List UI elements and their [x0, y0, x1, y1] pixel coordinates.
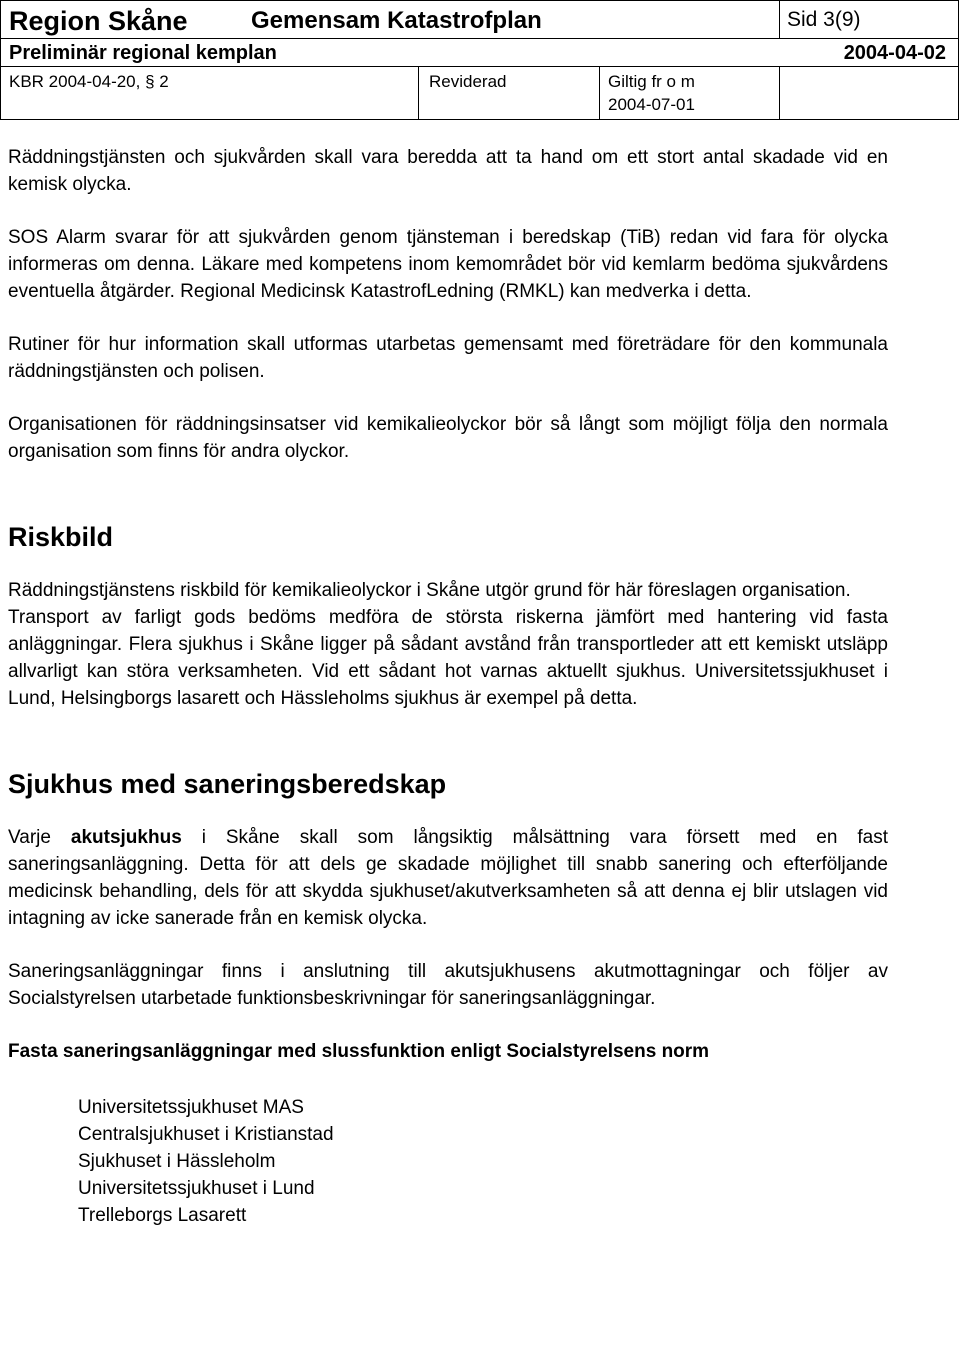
emphasis-text: akutsjukhus: [70, 827, 182, 848]
paragraph: Saneringsanläggningar finns i anslutning till akutsjukhusens akutmottagningar och följer av Socialstyrelsen utarbetade funktionsbeskrivningar för saneringsanläggningar.: [8, 961, 888, 1009]
document-date: 2004-04-02: [843, 42, 946, 64]
document-body: [8, 144, 888, 1229]
header-row-1: [0, 0, 959, 38]
page-header: [0, 0, 959, 120]
header-divider: [418, 67, 419, 119]
section-heading-sjukhus: Sjukhus med saneringsberedskap: [8, 769, 447, 799]
valid-from-label: Giltig fr o m: [608, 72, 695, 91]
plan-title: Preliminär regional kemplan: [9, 42, 277, 64]
paragraph-text: i Skåne skall som långsiktig målsättning vara försett med en fast saneringsanläggning. Detta för att dels ge skadade möjlighet till snabb sanering och efterföljande medicinsk behandling, dels för att skydda sjukhuset/akutverksamheten så att denna ej blir utslagen vid intagning av icke sanerade från en kemisk olycka.: [8, 827, 888, 929]
header-row-3: [0, 66, 959, 120]
paragraph: SOS Alarm svarar för att sjukvården genom tjänsteman i beredskap (TiB) redan vid fara för olycka informeras om denna. Läkare med kompetens inom kemområdet bör vid kemlarm bedöma sjukvårdens eventuella åtgärder. Regional Medicinsk KatastrofLedning (RMKL) kan medverka i detta.: [8, 227, 888, 302]
section-heading-riskbild: Riskbild: [8, 522, 114, 552]
header-row-2: [0, 38, 959, 66]
list-item: Centralsjukhuset i Kristianstad: [78, 1124, 334, 1145]
page-number: Sid 3(9): [787, 8, 861, 31]
header-divider: [779, 1, 780, 38]
paragraph-text: Varje: [8, 827, 71, 848]
paragraph: Organisationen för räddningsinsatser vid kemikalieolyckor bör så långt som möjligt följa den normala organisation som finns för andra olyckor.: [8, 414, 888, 462]
header-divider: [599, 67, 600, 119]
paragraph: Transport av farligt gods bedöms medföra de största riskerna jämfört med hantering vid fasta anläggningar. Flera sjukhus i Skåne ligger på sådant avstånd från transportleder att ett kemiskt utsläpp allvarligt kan störa verksamheten. Vid ett sådant hot varnas aktuellt sjukhus. Universitetssjukhuset i Lund, Helsingborgs lasarett och Hässleholms sjukhus är exempel på detta.: [8, 607, 888, 709]
list-item: Universitetssjukhuset i Lund: [78, 1178, 315, 1199]
list-item: Sjukhuset i Hässleholm: [78, 1151, 276, 1172]
sub-heading: Fasta saneringsanläggningar med slussfunktion enligt Socialstyrelsens norm: [8, 1041, 710, 1062]
hospital-list: [78, 1094, 888, 1229]
revised-label: Reviderad: [429, 72, 507, 91]
paragraph: Räddningstjänsten och sjukvården skall vara beredda att ta hand om ett stort antal skadade vid en kemisk olycka.: [8, 147, 888, 195]
organization-name: Region Skåne: [9, 6, 188, 36]
list-item: Trelleborgs Lasarett: [78, 1205, 247, 1226]
list-item: Universitetssjukhuset MAS: [78, 1097, 304, 1118]
paragraph: [8, 824, 888, 932]
header-divider: [779, 67, 780, 119]
kbr-reference: KBR 2004-04-20, § 2: [9, 72, 169, 91]
document-title: Gemensam Katastrofplan: [251, 7, 542, 34]
paragraph: Räddningstjänstens riskbild för kemikalieolyckor i Skåne utgör grund för här föreslagen organisation.: [8, 580, 851, 601]
valid-from-date: 2004-07-01: [608, 95, 695, 114]
paragraph: Rutiner för hur information skall utformas utarbetas gemensamt med företrädare för den kommunala räddningstjänsten och polisen.: [8, 334, 888, 382]
